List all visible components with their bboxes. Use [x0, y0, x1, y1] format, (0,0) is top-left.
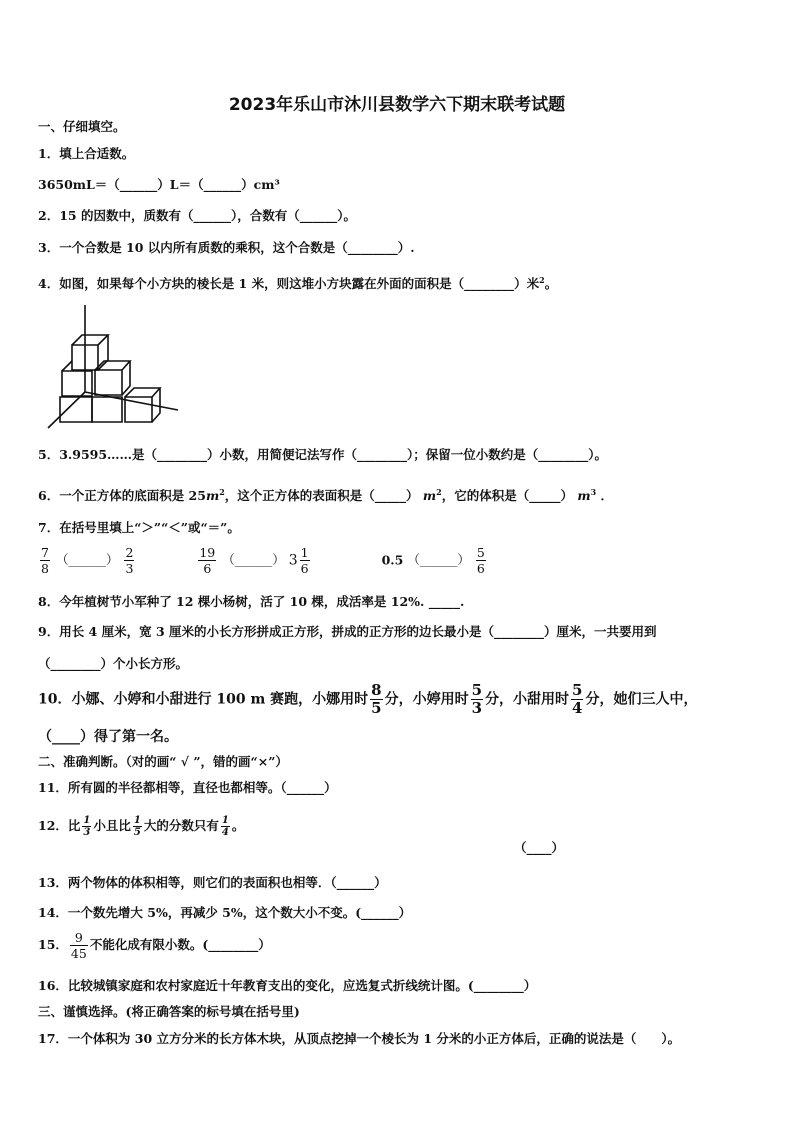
question-6-unit-1: m	[205, 488, 220, 504]
cube-stack-figure	[40, 300, 182, 432]
section-2-heading: 二、准确判断。（对的画“ √ ”，错的画“×”）	[38, 754, 288, 769]
fraction-5-6: $\frac{5}{6}$	[476, 545, 485, 576]
question-6-sup-2: 2	[436, 487, 442, 497]
question-12-blank: （____）	[514, 840, 565, 855]
question-4-end: 。	[544, 276, 558, 292]
question-3: 3．一个合数是 10 以内所有质数的乘积，这个合数是（________）.	[38, 240, 415, 255]
question-9-line-1: 9．用长 4 厘米，宽 3 厘米的小长方形拼成正方形，拼成的正方形的边长最小是（________）厘米，一共要用到	[38, 624, 657, 639]
fraction-5-4: $\frac{5}{4}$	[572, 681, 583, 717]
question-6-sup-3: 3	[590, 487, 597, 497]
question-1-line: 3650mL＝（______）L＝（______）cm³	[38, 177, 280, 192]
fraction-1-6: $\frac{1}{6}$	[300, 545, 309, 576]
question-6-sup-1: 2	[219, 487, 225, 497]
question-6-unit-3: m	[577, 488, 591, 504]
question-13: 13．两个物体的体积相等，则它们的表面积也相等．（______）	[38, 875, 387, 890]
fraction-1-4: $\frac{1}{4}$	[221, 815, 229, 838]
question-10	[38, 682, 697, 717]
question-6	[38, 483, 613, 505]
question-2: 2．15 的因数中，质数有（______），合数有（______）。	[38, 208, 356, 223]
question-7-comparisons	[38, 545, 488, 576]
blank: （______）	[407, 552, 470, 567]
question-4	[38, 271, 557, 293]
question-12-d: 。	[231, 818, 245, 833]
question-6-d: ．	[600, 488, 614, 504]
fraction-1-3: $\frac{1}{3}$	[83, 815, 91, 838]
question-10-a: 10．小娜、小婷和小甜进行 100 m 赛跑，小娜用时	[38, 691, 369, 708]
fraction-7-8: $\frac{7}{8}$	[41, 545, 49, 576]
fraction-9-45: $\frac{9}{45}$	[70, 930, 87, 961]
question-10-line-2: （____）得了第一名。	[38, 729, 178, 745]
question-5: 5．3.9595……是（________）小数，用简便记法写作（________）；保留一位小数约是（________）。	[38, 447, 608, 462]
question-4-sup: 2	[539, 275, 545, 285]
question-11: 11．所有圆的半径都相等，直径也都相等。（______）	[38, 780, 337, 795]
question-15-b: 不能化成有限小数。(________）	[89, 937, 271, 952]
question-12-a: 12．比	[38, 818, 81, 833]
fraction-8-5: $\frac{8}{5}$	[371, 681, 382, 717]
question-17: 17．一个体积为 30 立方分米的长方体木块，从顶点挖掉一个棱长为 1 分米的小正方体后，正确的说法是（ ）。	[38, 1031, 681, 1046]
question-9-line-2: （________）个小长方形。	[38, 656, 189, 671]
question-7: 7．在括号里填上“＞”“＜”或“＝”。	[38, 520, 240, 535]
decimal-0-5: 0.5	[381, 552, 404, 568]
question-4-text: 4．如图，如果每个小方块的棱长是 1 米，则这堆小方块露在外面的面积是（________）米	[38, 276, 540, 292]
fraction-19-6: $\frac{19}{6}$	[199, 545, 216, 576]
question-15-a: 15．	[38, 937, 68, 952]
fraction-1-5: $\frac{1}{5}$	[133, 815, 141, 838]
page-title: 2023年乐山市沐川县数学六下期末联考试题	[228, 95, 566, 115]
question-6-c: ，它的体积是（_____）	[441, 488, 573, 504]
question-16: 16．比较城镇家庭和农村家庭近十年教育支出的变化，应选复式折线统计图。(________）	[38, 978, 537, 993]
question-10-d: 分，她们三人中，	[585, 691, 698, 708]
question-6-a: 6．一个正方体的底面积是 25	[38, 488, 206, 504]
section-1-heading: 一、仔细填空。	[38, 119, 126, 134]
section-3-heading: 三、谨慎选择。(将正确答案的标号填在括号里)	[38, 1004, 300, 1019]
question-1: 1．填上合适数。	[38, 146, 135, 161]
fraction-2-3: $\frac{2}{3}$	[125, 545, 134, 576]
question-14: 14．一个数先增大 5%，再减少 5%，这个数大小不变。(______）	[38, 905, 412, 920]
question-6-b: ，这个正方体的表面积是（_____）	[224, 488, 419, 504]
question-12-b: 小且比	[93, 818, 131, 833]
question-8: 8．今年植树节小军种了 12 棵小杨树，活了 10 棵，成活率是 12%. _____.	[38, 594, 465, 609]
question-12	[38, 815, 244, 838]
fraction-5-3: $\frac{5}{3}$	[471, 681, 483, 717]
question-6-unit-2: m	[422, 488, 437, 504]
question-15	[38, 930, 271, 961]
blank: （______）	[55, 552, 119, 567]
question-10-b: 分，小婷用时	[384, 691, 469, 708]
mixed-whole: 3	[288, 552, 298, 569]
blank: （______）	[222, 552, 285, 567]
question-10-c: 分，小甜用时	[485, 691, 570, 708]
question-12-c: 大的分数只有	[143, 818, 219, 833]
